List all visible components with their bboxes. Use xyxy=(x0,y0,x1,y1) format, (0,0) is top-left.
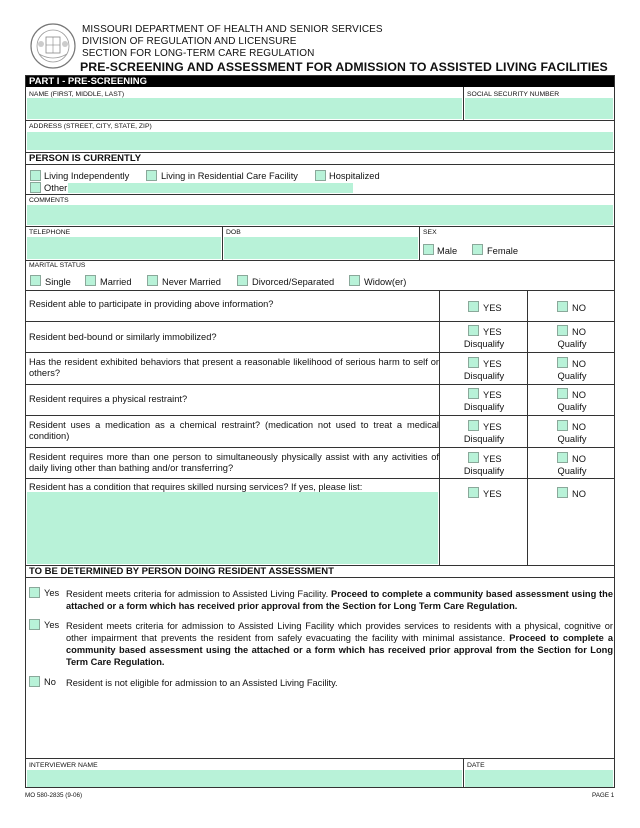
q6-yes-note: Disqualify xyxy=(463,466,505,476)
q3-yes-note: Disqualify xyxy=(463,371,505,381)
q4-no-note: Qualify xyxy=(557,402,587,412)
determination-statement-3: Resident is not eligible for admission to an Assisted Living Facility. xyxy=(66,678,338,688)
interviewer-name-label: INTERVIEWER NAME xyxy=(29,762,98,769)
telephone-label: TELEPHONE xyxy=(29,229,71,236)
prescreening-form xyxy=(25,75,615,788)
q3-yes-checkbox[interactable] xyxy=(468,357,479,368)
agency-name: MISSOURI DEPARTMENT OF HEALTH AND SENIOR SERVICES xyxy=(82,24,383,35)
page-title: PRE-SCREENING AND ASSESSMENT FOR ADMISSION TO ASSISTED LIVING FACILITIES xyxy=(80,60,608,74)
state-seal-icon xyxy=(29,22,77,70)
part1-heading: PART I - PRE-SCREENING xyxy=(26,76,614,87)
single-label: Single xyxy=(45,277,71,287)
q5-no-note: Qualify xyxy=(557,434,587,444)
determination-statement-1: Resident meets criteria for admission to Assisted Living Facility. Proceed to complete a community based assessment using the attached or a form which has received prior approval from the Section for Long Term Care Regulation. xyxy=(66,589,614,611)
other-checkbox[interactable] xyxy=(30,182,41,193)
interviewer-name-field[interactable] xyxy=(27,770,462,787)
q4-yes-label: YES xyxy=(483,390,502,400)
never-married-label: Never Married xyxy=(162,277,221,287)
division-name: DIVISION OF REGULATION AND LICENSURE xyxy=(82,36,297,47)
q3-yes-label: YES xyxy=(483,359,502,369)
widow-checkbox[interactable] xyxy=(349,275,360,286)
section-name: SECTION FOR LONG-TERM CARE REGULATION xyxy=(82,48,315,59)
question-5-text: Resident uses a medication as a chemical restraint? (medication not used to treat a medical condition) xyxy=(29,420,439,441)
male-checkbox[interactable] xyxy=(423,244,434,255)
residential-care-checkbox[interactable] xyxy=(146,170,157,181)
residential-care-label: Living in Residential Care Facility xyxy=(161,171,298,181)
page-number: PAGE 1 xyxy=(592,792,615,799)
name-label: NAME (FIRST, MIDDLE, LAST) xyxy=(29,91,125,98)
q5-yes-checkbox[interactable] xyxy=(468,420,479,431)
question-4-text: Resident requires a physical restraint? xyxy=(29,394,188,404)
married-label: Married xyxy=(100,277,132,287)
q3-no-checkbox[interactable] xyxy=(557,357,568,368)
date-label: DATE xyxy=(467,762,485,769)
person-currently-heading: PERSON IS CURRENTLY xyxy=(26,152,614,165)
living-independently-checkbox[interactable] xyxy=(30,170,41,181)
q2-no-note: Qualify xyxy=(557,339,587,349)
q7-yes-label: YES xyxy=(483,489,502,499)
q6-yes-checkbox[interactable] xyxy=(468,452,479,463)
single-checkbox[interactable] xyxy=(30,275,41,286)
date-field[interactable] xyxy=(465,770,613,787)
q1-yes-checkbox[interactable] xyxy=(468,301,479,312)
q2-yes-label: YES xyxy=(483,327,502,337)
female-checkbox[interactable] xyxy=(472,244,483,255)
question-1-text: Resident able to participate in providing above information? xyxy=(29,299,274,309)
comments-label: COMMENTS xyxy=(29,197,69,204)
ssn-field[interactable] xyxy=(465,98,613,119)
q4-no-label: NO xyxy=(572,390,586,400)
q5-no-checkbox[interactable] xyxy=(557,420,568,431)
other-field[interactable] xyxy=(68,183,353,193)
married-checkbox[interactable] xyxy=(85,275,96,286)
q6-no-checkbox[interactable] xyxy=(557,452,568,463)
dob-label: DOB xyxy=(226,229,241,236)
form-number: MO 580-2835 (9-06) xyxy=(25,792,83,799)
hospitalized-checkbox[interactable] xyxy=(315,170,326,181)
male-label: Male xyxy=(437,246,458,256)
q4-yes-checkbox[interactable] xyxy=(468,388,479,399)
determination-yes-2-label: Yes xyxy=(44,620,60,630)
q2-yes-note: Disqualify xyxy=(463,339,505,349)
q6-no-note: Qualify xyxy=(557,466,587,476)
q7-no-checkbox[interactable] xyxy=(557,487,568,498)
comments-field[interactable] xyxy=(27,205,613,225)
determination-yes-1-label: Yes xyxy=(44,588,60,598)
q5-yes-note: Disqualify xyxy=(463,434,505,444)
divorced-checkbox[interactable] xyxy=(237,275,248,286)
dob-field[interactable] xyxy=(224,237,418,259)
q2-no-checkbox[interactable] xyxy=(557,325,568,336)
divorced-label: Divorced/Separated xyxy=(252,277,335,287)
question-7-text: Resident has a condition that requires skilled nursing services? If yes, please list: xyxy=(29,482,363,492)
determination-statement-2: Resident meets criteria for admission to Assisted Living Facility which provides services to residents with a physical, cognitive or other impairment that prevents the resident from safely evacuating the facility with minimal assistance. Proceed to complete a community based assessment using the attached or a form which has received prior approval from the Section for Long Term Care Regulation. xyxy=(66,621,614,667)
name-field[interactable] xyxy=(27,98,462,119)
determination-yes-2-checkbox[interactable] xyxy=(29,619,40,630)
telephone-field[interactable] xyxy=(27,237,221,259)
ssn-label: SOCIAL SECURITY NUMBER xyxy=(467,91,560,98)
q4-yes-note: Disqualify xyxy=(463,402,505,412)
determination-no-checkbox[interactable] xyxy=(29,676,40,687)
other-label: Other xyxy=(44,183,68,193)
q7-no-label: NO xyxy=(572,489,586,499)
q3-no-label: NO xyxy=(572,359,586,369)
q3-no-note: Qualify xyxy=(557,371,587,381)
determination-no-label: No xyxy=(44,677,56,687)
determination-yes-1-checkbox[interactable] xyxy=(29,587,40,598)
q2-no-label: NO xyxy=(572,327,586,337)
sex-label: SEX xyxy=(423,229,437,236)
widow-label: Widow(er) xyxy=(364,277,407,287)
marital-status-label: MARITAL STATUS xyxy=(29,262,86,269)
q7-yes-checkbox[interactable] xyxy=(468,487,479,498)
determination-heading: TO BE DETERMINED BY PERSON DOING RESIDENT ASSESSMENT xyxy=(26,565,614,578)
hospitalized-label: Hospitalized xyxy=(329,171,380,181)
address-field[interactable] xyxy=(27,132,613,150)
q1-no-label: NO xyxy=(572,303,586,313)
q5-yes-label: YES xyxy=(483,422,502,432)
q6-no-label: NO xyxy=(572,454,586,464)
q1-no-checkbox[interactable] xyxy=(557,301,568,312)
q5-no-label: NO xyxy=(572,422,586,432)
never-married-checkbox[interactable] xyxy=(147,275,158,286)
q4-no-checkbox[interactable] xyxy=(557,388,568,399)
skilled-nursing-list-field[interactable] xyxy=(27,492,438,564)
question-6-text: Resident requires more than one person to simultaneously physically assist with any activities of daily living other than bathing and/or transferring? xyxy=(29,452,439,473)
q2-yes-checkbox[interactable] xyxy=(468,325,479,336)
question-3-text: Has the resident exhibited behaviors that present a reasonable likelihood of serious harm to self or others? xyxy=(29,357,439,378)
address-label: ADDRESS (STREET, CITY, STATE, ZIP) xyxy=(29,123,152,130)
q6-yes-label: YES xyxy=(483,454,502,464)
living-independently-label: Living Independently xyxy=(44,171,130,181)
q1-yes-label: YES xyxy=(483,303,502,313)
question-2-text: Resident bed-bound or similarly immobilized? xyxy=(29,332,217,342)
female-label: Female xyxy=(487,246,519,256)
